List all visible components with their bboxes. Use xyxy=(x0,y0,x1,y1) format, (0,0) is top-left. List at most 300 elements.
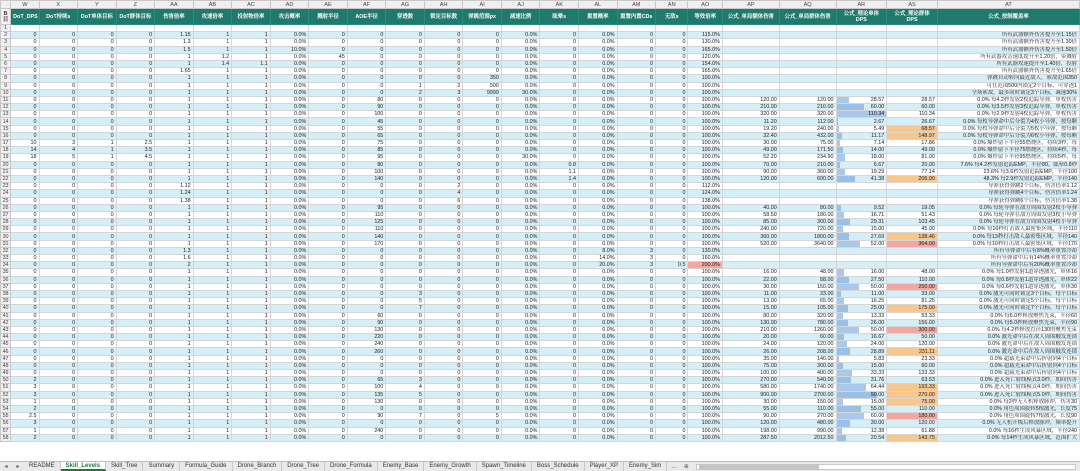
cell[interactable]: 2012.50 xyxy=(779,434,836,441)
cell[interactable]: 0 xyxy=(540,334,579,341)
cell[interactable]: 0 xyxy=(424,427,463,434)
cell[interactable]: 100.0% xyxy=(688,118,722,125)
cell[interactable]: 60.00 xyxy=(887,362,938,369)
cell[interactable]: 0 xyxy=(463,427,502,434)
cell[interactable]: 100.0% xyxy=(688,204,722,211)
cell[interactable]: 0 xyxy=(11,305,39,312)
cell[interactable]: 0 xyxy=(386,362,425,369)
cell[interactable]: 0.0% xyxy=(270,104,309,111)
cell[interactable]: 0 xyxy=(424,161,463,168)
cell[interactable]: 0 xyxy=(617,147,656,154)
cell[interactable]: 1 xyxy=(155,319,194,326)
cell[interactable]: 0 xyxy=(386,434,425,441)
cell[interactable]: 0 xyxy=(463,197,502,204)
cell[interactable]: 10.0% xyxy=(270,46,309,53)
cell[interactable]: 0 xyxy=(78,168,117,175)
cell[interactable]: 1 xyxy=(232,290,271,297)
cell[interactable]: 0 xyxy=(11,219,39,226)
cell[interactable]: 0 xyxy=(540,413,579,420)
cell[interactable]: 5 xyxy=(39,154,78,161)
row-number[interactable]: 34 xyxy=(1,262,11,269)
cell[interactable]: 23.6% 每3.6秒发射追踪EMP，半径100 xyxy=(937,168,1079,175)
cell[interactable]: 0 xyxy=(309,175,348,182)
cell[interactable]: 120.0% xyxy=(688,53,722,60)
sheet-tab-spawn-timeline[interactable]: Spawn_Timeline xyxy=(477,462,532,471)
cell[interactable]: 0 xyxy=(463,140,502,147)
cell[interactable]: 100.0% xyxy=(688,290,722,297)
cell[interactable] xyxy=(722,262,779,269)
cell[interactable]: 0 xyxy=(617,326,656,333)
cell[interactable] xyxy=(463,25,502,32)
cell[interactable] xyxy=(836,60,887,67)
cell[interactable]: 0 xyxy=(309,111,348,118)
cell[interactable]: 0.0% xyxy=(578,125,617,132)
cell[interactable]: 0.0% xyxy=(578,118,617,125)
cell[interactable]: 1 xyxy=(155,370,194,377)
cell[interactable]: 0 xyxy=(386,247,425,254)
cell[interactable]: 0.0% xyxy=(501,298,540,305)
cell[interactable]: 0 xyxy=(656,377,688,384)
cell[interactable]: 0 xyxy=(39,190,78,197)
cell[interactable]: 320.00 xyxy=(779,312,836,319)
cell[interactable] xyxy=(836,132,887,139)
cell[interactable]: 0 xyxy=(424,312,463,319)
cell[interactable]: 8.0% xyxy=(578,247,617,254)
cell[interactable]: 0 xyxy=(116,326,155,333)
cell[interactable] xyxy=(887,68,938,75)
column-header[interactable]: 锁定目标数 xyxy=(424,9,463,25)
cell[interactable]: 0 xyxy=(39,262,78,269)
cell[interactable] xyxy=(779,25,836,32)
cell[interactable]: 0 xyxy=(116,377,155,384)
cell[interactable]: 0 xyxy=(424,233,463,240)
cell[interactable]: 0 xyxy=(386,175,425,182)
cell[interactable]: 0 xyxy=(386,168,425,175)
cell[interactable]: 0.0% xyxy=(270,255,309,262)
column-letter-AK[interactable]: AK xyxy=(540,1,579,9)
cell[interactable] xyxy=(887,262,938,269)
cell[interactable]: 0 xyxy=(309,298,348,305)
row-number[interactable]: 13 xyxy=(1,111,11,118)
cell[interactable]: 0.0% xyxy=(578,312,617,319)
cell[interactable]: 0 xyxy=(424,118,463,125)
cell[interactable]: 0 xyxy=(617,283,656,290)
column-header[interactable]: 重置概率 xyxy=(578,9,617,25)
cell[interactable]: 0.0% xyxy=(501,312,540,319)
cell[interactable]: 0 xyxy=(540,197,579,204)
cell[interactable]: 0 xyxy=(463,39,502,46)
cell[interactable]: 0 xyxy=(424,341,463,348)
cell[interactable]: 0 xyxy=(424,175,463,182)
cell[interactable]: 1 xyxy=(232,204,271,211)
cell[interactable] xyxy=(309,25,348,32)
cell[interactable]: 0 xyxy=(656,211,688,218)
cell[interactable]: 10 xyxy=(11,140,39,147)
cell[interactable]: 0.0% xyxy=(270,68,309,75)
cell[interactable]: 0.0% xyxy=(578,53,617,60)
cell[interactable]: 520.00 xyxy=(722,240,779,247)
cell[interactable]: 1 xyxy=(193,262,232,269)
cell[interactable]: 1 xyxy=(78,147,117,154)
cell[interactable]: 0 xyxy=(39,398,78,405)
cell[interactable]: 0 xyxy=(116,341,155,348)
cell[interactable]: 1 xyxy=(232,46,271,53)
cell[interactable]: 0 xyxy=(463,384,502,391)
cell[interactable] xyxy=(39,25,78,32)
column-header[interactable]: 公式_单局额体伤害 xyxy=(722,9,779,25)
cell[interactable]: 0 xyxy=(540,75,579,82)
cell[interactable]: 0.0% xyxy=(578,427,617,434)
cell[interactable]: 0 xyxy=(116,96,155,103)
cell[interactable]: 6 xyxy=(424,197,463,204)
row-number[interactable]: 31 xyxy=(1,240,11,247)
cell[interactable]: 1 xyxy=(232,233,271,240)
cell[interactable]: 120.00 xyxy=(887,420,938,427)
cell[interactable] xyxy=(688,25,722,32)
cell[interactable]: 1 xyxy=(232,118,271,125)
cell[interactable]: 270.00 xyxy=(722,377,779,384)
cell[interactable] xyxy=(836,377,887,384)
cell[interactable]: 1 xyxy=(155,211,194,218)
cell[interactable]: 68.57 xyxy=(887,125,938,132)
row-number[interactable]: 32 xyxy=(1,247,11,254)
cell[interactable]: 0 xyxy=(656,140,688,147)
cell[interactable]: 0 xyxy=(656,39,688,46)
cell[interactable]: 所有武器额外伤害提升至1.15倍 xyxy=(937,32,1079,39)
cell[interactable]: 0 xyxy=(39,219,78,226)
cell[interactable]: 480.00 xyxy=(779,420,836,427)
cell[interactable]: 0 xyxy=(11,68,39,75)
cell[interactable]: 198.00 xyxy=(722,427,779,434)
cell[interactable] xyxy=(722,255,779,262)
cell[interactable]: 0.0% xyxy=(578,190,617,197)
cell[interactable]: 0 xyxy=(78,39,117,46)
cell[interactable]: 0 xyxy=(463,168,502,175)
cell[interactable]: 0.0% xyxy=(578,298,617,305)
cell[interactable] xyxy=(836,82,887,89)
cell[interactable]: 0 xyxy=(424,255,463,262)
cell[interactable] xyxy=(887,255,938,262)
cell[interactable]: 1 xyxy=(232,377,271,384)
cell[interactable]: 0 xyxy=(78,326,117,333)
cell[interactable]: 1 xyxy=(232,319,271,326)
cell[interactable]: 1.3 xyxy=(155,39,194,46)
cell[interactable]: 210.00 xyxy=(779,104,836,111)
cell[interactable]: 1 xyxy=(193,290,232,297)
column-letter-W[interactable]: W xyxy=(11,1,39,9)
cell[interactable]: 0.0% xyxy=(501,96,540,103)
cell[interactable]: 0 xyxy=(39,104,78,111)
cell[interactable]: 0.0% xyxy=(501,32,540,39)
cell[interactable]: 1 xyxy=(155,204,194,211)
row-number[interactable]: 42 xyxy=(1,319,11,326)
cell[interactable] xyxy=(836,326,887,333)
cell[interactable]: 0 xyxy=(347,89,386,96)
cell[interactable]: 0 xyxy=(11,211,39,218)
column-header[interactable]: 溅射半径 xyxy=(309,9,348,25)
cell[interactable]: 0.0% xyxy=(578,348,617,355)
cell[interactable]: 1 xyxy=(155,269,194,276)
cell[interactable]: 0 xyxy=(540,298,579,305)
cell[interactable]: 0 xyxy=(463,226,502,233)
cell[interactable]: 0 xyxy=(463,147,502,154)
column-header[interactable]: DoT持续s xyxy=(39,9,78,25)
cell[interactable] xyxy=(722,75,779,82)
cell[interactable]: 1 xyxy=(193,82,232,89)
cell[interactable]: 0 xyxy=(656,118,688,125)
cell[interactable] xyxy=(779,262,836,269)
cell[interactable]: 0.0% 激光可同时锁定7个目标，每个目标 xyxy=(937,305,1079,312)
row-number[interactable]: 46 xyxy=(1,348,11,355)
cell[interactable]: 0 xyxy=(78,434,117,441)
cell[interactable]: 75.00 xyxy=(722,362,779,369)
cell[interactable]: 1.4 xyxy=(540,175,579,182)
cell[interactable]: 100.0% xyxy=(688,298,722,305)
cell[interactable]: 0.0% xyxy=(501,140,540,147)
cell[interactable]: 0 xyxy=(78,82,117,89)
cell[interactable] xyxy=(836,362,887,369)
cell[interactable]: 125 xyxy=(347,219,386,226)
cell[interactable]: 0 xyxy=(78,240,117,247)
cell[interactable] xyxy=(540,25,579,32)
cell[interactable]: 0 xyxy=(386,132,425,139)
cell[interactable]: 49.00 xyxy=(722,147,779,154)
row-number[interactable]: 11 xyxy=(1,96,11,103)
cell[interactable]: 1 xyxy=(232,384,271,391)
cell[interactable]: 1 xyxy=(193,125,232,132)
cell[interactable]: 0 xyxy=(540,204,579,211)
cell[interactable]: 0.0% 每16秒生成风暴区域，半径240 xyxy=(937,427,1079,434)
cell[interactable]: 1 xyxy=(232,147,271,154)
cell[interactable]: 100.0% xyxy=(688,132,722,139)
cell[interactable]: 0 xyxy=(463,276,502,283)
cell[interactable]: 0.0% 每枚导弹命中后分裂为6枚小导弹，按每颗 xyxy=(937,132,1079,139)
cell[interactable] xyxy=(722,32,779,39)
cell[interactable]: 540.00 xyxy=(779,377,836,384)
row-number[interactable]: 15 xyxy=(1,125,11,132)
cell[interactable] xyxy=(836,140,887,147)
cell[interactable]: 弹跳自动转向最近敌人，索敌范围350 xyxy=(937,75,1079,82)
cell[interactable]: 0.0% 激光可同时锁定5个目标，每个目标 xyxy=(937,298,1079,305)
cell[interactable]: 0 xyxy=(463,434,502,441)
cell[interactable]: 1 xyxy=(193,312,232,319)
cell[interactable]: 100.0% xyxy=(688,226,722,233)
cell[interactable]: 0 xyxy=(309,104,348,111)
cell[interactable]: 0.0% xyxy=(270,111,309,118)
cell[interactable]: 1 xyxy=(193,405,232,412)
cell[interactable]: 0 xyxy=(116,32,155,39)
cell[interactable]: 0.0% xyxy=(270,147,309,154)
cell[interactable]: 30.0% xyxy=(501,89,540,96)
cell[interactable]: 80 xyxy=(347,161,386,168)
cell[interactable]: 1 xyxy=(232,39,271,46)
cell[interactable] xyxy=(836,104,887,111)
column-letter-AN[interactable]: AN xyxy=(656,1,688,9)
cell[interactable] xyxy=(270,25,309,32)
cell[interactable]: 180.00 xyxy=(887,413,938,420)
cell[interactable]: 0 xyxy=(309,348,348,355)
cell[interactable]: 0 xyxy=(656,168,688,175)
cell[interactable]: 0 xyxy=(617,68,656,75)
cell[interactable]: 0.0% xyxy=(578,96,617,103)
cell[interactable]: 0.0% xyxy=(578,420,617,427)
cell[interactable]: 1 xyxy=(193,434,232,441)
cell[interactable]: 0 xyxy=(116,362,155,369)
cell[interactable]: 0 xyxy=(463,255,502,262)
cell[interactable]: 0 xyxy=(656,197,688,204)
cell[interactable]: 0 xyxy=(656,96,688,103)
cell[interactable]: 0 xyxy=(617,427,656,434)
cell[interactable] xyxy=(836,305,887,312)
cell[interactable]: 0 xyxy=(116,283,155,290)
cell[interactable]: 0 xyxy=(347,283,386,290)
cell[interactable]: 1 xyxy=(155,326,194,333)
cell[interactable]: 120.00 xyxy=(722,420,779,427)
cell[interactable]: 3 xyxy=(11,391,39,398)
cell[interactable]: 0.0% 激光可同时锁定3个目标，每个目标 xyxy=(937,290,1079,297)
cell[interactable] xyxy=(347,25,386,32)
cell[interactable]: 138.0% xyxy=(688,197,722,204)
cell[interactable]: 0 xyxy=(617,398,656,405)
cell[interactable] xyxy=(578,25,617,32)
cell[interactable]: 0 xyxy=(424,276,463,283)
sheet-tab-skill-levels[interactable]: Skill_Levels xyxy=(61,462,106,471)
cell[interactable]: 1.6 xyxy=(155,255,194,262)
cell[interactable]: 0.0% xyxy=(578,168,617,175)
cell[interactable]: 1 xyxy=(193,89,232,96)
row-number[interactable]: 37 xyxy=(1,283,11,290)
cell[interactable]: 1 xyxy=(155,118,194,125)
cell[interactable]: 20.0% xyxy=(578,262,617,269)
cell[interactable]: 0 xyxy=(617,125,656,132)
cell[interactable]: 0 xyxy=(347,370,386,377)
cell[interactable]: 0.0% xyxy=(501,276,540,283)
cell[interactable]: 0 xyxy=(617,420,656,427)
cell[interactable]: 0 xyxy=(424,219,463,226)
cell[interactable]: 1 xyxy=(193,362,232,369)
cell[interactable]: 0.0% xyxy=(270,197,309,204)
cell[interactable]: 22.00 xyxy=(722,276,779,283)
cell[interactable] xyxy=(836,211,887,218)
cell[interactable]: 0.0% xyxy=(501,370,540,377)
cell[interactable]: 0 xyxy=(656,434,688,441)
cell[interactable] xyxy=(836,283,887,290)
cell[interactable]: 0 xyxy=(386,427,425,434)
cell[interactable]: 0 xyxy=(309,334,348,341)
cell[interactable]: 0 xyxy=(424,391,463,398)
cell[interactable]: 130.00 xyxy=(722,319,779,326)
cell[interactable]: 2.5 xyxy=(11,413,39,420)
cell[interactable]: 210.00 xyxy=(779,161,836,168)
cell[interactable]: 1 xyxy=(155,89,194,96)
cell[interactable]: 0.0% xyxy=(501,68,540,75)
column-letter-AP[interactable]: AP xyxy=(722,1,779,9)
cell[interactable]: 0 xyxy=(309,46,348,53)
cell[interactable]: 1 xyxy=(193,334,232,341)
row-number[interactable]: 20 xyxy=(1,161,11,168)
row-number[interactable]: 44 xyxy=(1,334,11,341)
cell[interactable]: 0.0% 每枚导弹命中后分裂为4枚小导弹，按每颗 xyxy=(937,118,1079,125)
cell[interactable]: 1 xyxy=(232,140,271,147)
row-number[interactable]: 10 xyxy=(1,89,11,96)
cell[interactable]: 0.0% xyxy=(270,405,309,412)
cell[interactable] xyxy=(836,312,887,319)
cell[interactable] xyxy=(836,427,887,434)
cell[interactable] xyxy=(836,255,887,262)
row-number[interactable]: 53 xyxy=(1,398,11,405)
column-letter-AI[interactable]: AI xyxy=(463,1,502,9)
cell[interactable]: 0 xyxy=(617,362,656,369)
cell[interactable]: 0 xyxy=(309,391,348,398)
cell[interactable]: 0 xyxy=(347,46,386,53)
cell[interactable]: 0 xyxy=(11,125,39,132)
cell[interactable]: 1 xyxy=(232,175,271,182)
cell[interactable]: 0 xyxy=(116,197,155,204)
cell[interactable]: 2 xyxy=(11,377,39,384)
cell[interactable]: 0.0% xyxy=(501,183,540,190)
cell[interactable]: 0 xyxy=(656,319,688,326)
cell[interactable]: 0 xyxy=(78,405,117,412)
cell[interactable]: 0 xyxy=(463,326,502,333)
cell[interactable]: 220 xyxy=(347,334,386,341)
cell[interactable]: 0 xyxy=(540,118,579,125)
cell[interactable]: 1 xyxy=(155,434,194,441)
cell[interactable]: 1 xyxy=(193,183,232,190)
cell[interactable]: 0 xyxy=(116,413,155,420)
cell[interactable]: 0 xyxy=(424,46,463,53)
cell[interactable]: 1 xyxy=(11,398,39,405)
cell[interactable]: 0 xyxy=(39,276,78,283)
cell[interactable]: 0 xyxy=(309,413,348,420)
cell[interactable]: 0 xyxy=(424,132,463,139)
cell[interactable]: 138.46 xyxy=(887,233,938,240)
cell[interactable]: 11.20 xyxy=(722,118,779,125)
cell[interactable]: 0 xyxy=(78,377,117,384)
cell[interactable]: 240 xyxy=(347,341,386,348)
cell[interactable]: 0 xyxy=(424,39,463,46)
cell[interactable]: 0 xyxy=(39,240,78,247)
cell[interactable]: 61.88 xyxy=(887,427,938,434)
row-number[interactable]: 24 xyxy=(1,190,11,197)
cell[interactable]: 0 xyxy=(617,233,656,240)
cell[interactable]: 1 xyxy=(193,413,232,420)
cell[interactable]: 17.86 xyxy=(887,140,938,147)
cell[interactable]: 0 xyxy=(309,312,348,319)
cell[interactable]: 0.0% 每4.2秒发射2枚追踪导弹，单枚伤害 xyxy=(937,96,1079,103)
cell[interactable]: 0 xyxy=(463,233,502,240)
cell[interactable]: 48.00 xyxy=(887,269,938,276)
cell[interactable]: 0.0% xyxy=(501,53,540,60)
cell[interactable]: 1 xyxy=(232,104,271,111)
cell[interactable]: 0 xyxy=(540,247,579,254)
column-letter-AC[interactable]: AC xyxy=(232,1,271,9)
cell[interactable]: 1 xyxy=(232,247,271,254)
cell[interactable]: 0 xyxy=(309,226,348,233)
cell[interactable]: 0 xyxy=(116,290,155,297)
cell[interactable]: 0 xyxy=(309,398,348,405)
cell[interactable]: 3 xyxy=(39,140,78,147)
cell[interactable]: 0 xyxy=(11,32,39,39)
cell[interactable]: 0 xyxy=(39,405,78,412)
cell[interactable]: 124.0% xyxy=(688,190,722,197)
cell[interactable]: 0.0% 进入死亡射线模式4.0秒，期间伤害 xyxy=(937,384,1079,391)
cell[interactable] xyxy=(887,25,938,32)
cell[interactable] xyxy=(617,25,656,32)
cell[interactable]: 0 xyxy=(656,161,688,168)
cell[interactable] xyxy=(836,125,887,132)
cell[interactable]: 90 xyxy=(347,104,386,111)
cell[interactable]: 53.33 xyxy=(887,312,938,319)
